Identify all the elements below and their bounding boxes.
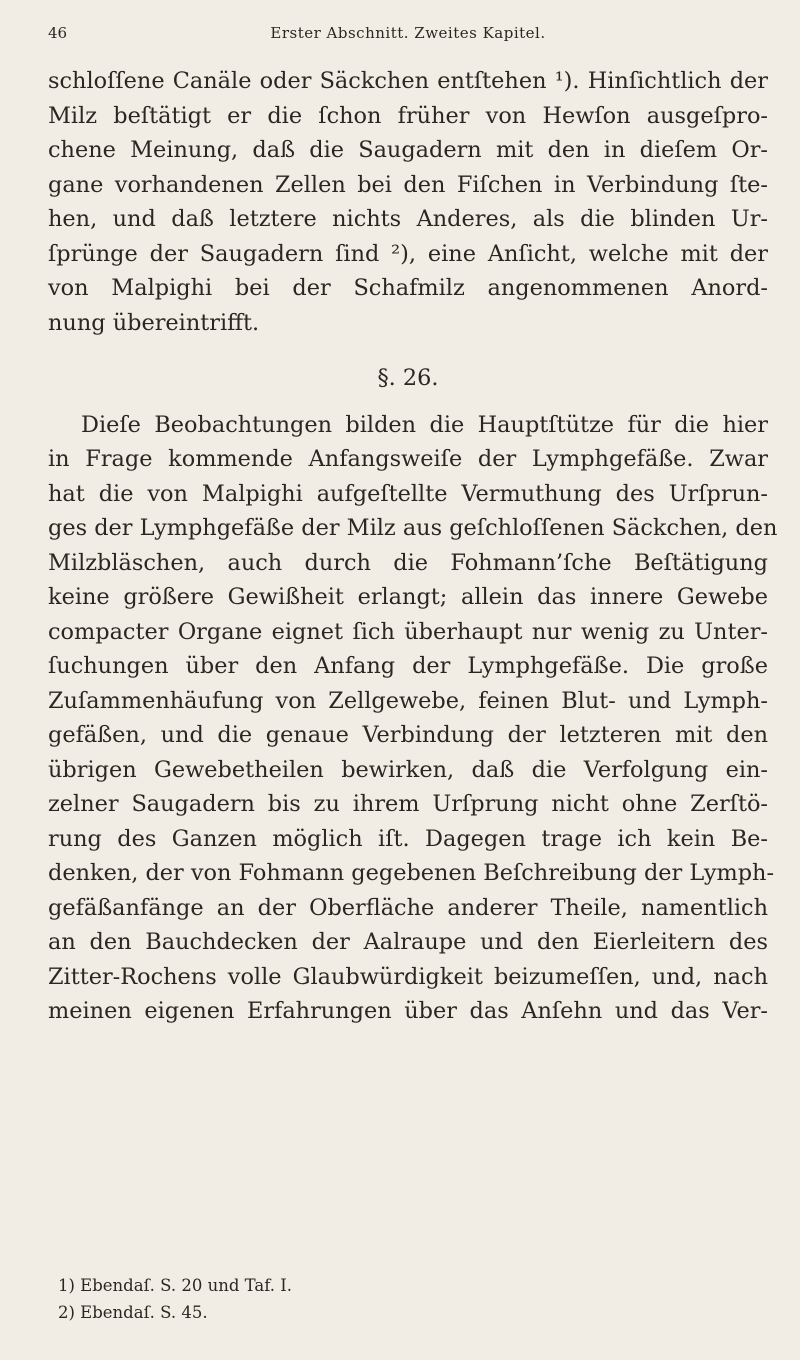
text-line: ges der Lymphgefäße der Milz aus geſchloſſenen Säckchen, den [48,515,778,541]
text-line: in Frage kommende Anfangsweiſe der Lymphgefäße. Zwar [48,446,768,472]
text-line: Dieſe Beobachtungen bilden die Hauptſtütze für die hier [81,411,768,438]
text-line: compacter Organe eignet ſich überhaupt nur wenig zu Unter- [48,618,768,645]
text-line: schloſſene Canäle oder Säckchen entſtehen ¹). Hinſichtlich der [48,68,768,94]
footnote: 1) Ebendaſ. S. 20 und Taf. I. [58,1276,293,1295]
text-line: gefäßanfänge an der Oberfläche anderer Theile, namentlich [48,894,768,921]
running-header [48,18,768,48]
spacer [48,396,768,408]
text-line: chene Meinung, daß die Saugadern mit den in dieſem Or- [48,137,768,163]
page-number: 46 [48,24,68,42]
spacer [48,340,768,361]
text-line: gefäßen, und die genaue Verbindung der letzteren mit den [48,722,768,748]
text-line: keine größere Gewißheit erlangt; allein das innere Gewebe [48,584,768,610]
text-line: Milzbläschen, auch durch die Fohmann’ſche Beſtätigung [48,549,768,576]
body-text [48,64,778,1029]
text-line: Milz beſtätigt er die ſchon früher von Hewſon ausgeſpro- [48,102,768,129]
text-line: gane vorhandenen Zellen bei den Fiſchen in Verbindung ſte- [48,171,768,198]
text-line: ſuchungen über den Anfang der Lymphgefäße. Die große [48,653,768,679]
text-line: hat die von Malpighi aufgeſtellte Vermuthung des Urſprun- [48,480,768,507]
text-line: von Malpighi bei der Schafmilz angenommenen Anord- [48,275,768,301]
footnote: 2) Ebendaſ. S. 45. [58,1303,208,1322]
text-line: denken, der von Fohmann gegebenen Beſchreibung der Lymph- [48,860,775,886]
running-title: Erster Abschnitt. Zweites Kapitel. [270,24,546,42]
text-line: Zitter-Rochens volle Glaubwürdigkeit beizumeſſen, und, nach [48,963,768,990]
text-line: rung des Ganzen möglich iſt. Dagegen trage ich kein Be- [48,825,768,852]
text-line: zelner Saugadern bis zu ihrem Urſprung nicht ohne Zerſtö- [48,791,768,817]
text-line: Zuſammenhäufung von Zellgewebe, feinen Blut- und Lymph- [48,687,768,714]
text-line: ſprünge der Saugadern ſind ²), eine Anſicht, welche mit der [48,240,768,267]
text-line: meinen eigenen Erfahrungen über das Anſehn und das Ver- [48,998,768,1024]
text-line: übrigen Gewebetheilen bewirken, daß die Verfolgung ein- [48,756,768,783]
footnotes [58,1272,758,1326]
text-line: hen, und daß letztere nichts Anderes, als die blinden Ur- [48,206,768,232]
text-line: nung übereintrifft. [48,309,260,336]
section-heading: §. 26. [377,365,439,391]
text-line: an den Bauchdecken der Aalraupe und den Eierleitern des [48,929,768,955]
